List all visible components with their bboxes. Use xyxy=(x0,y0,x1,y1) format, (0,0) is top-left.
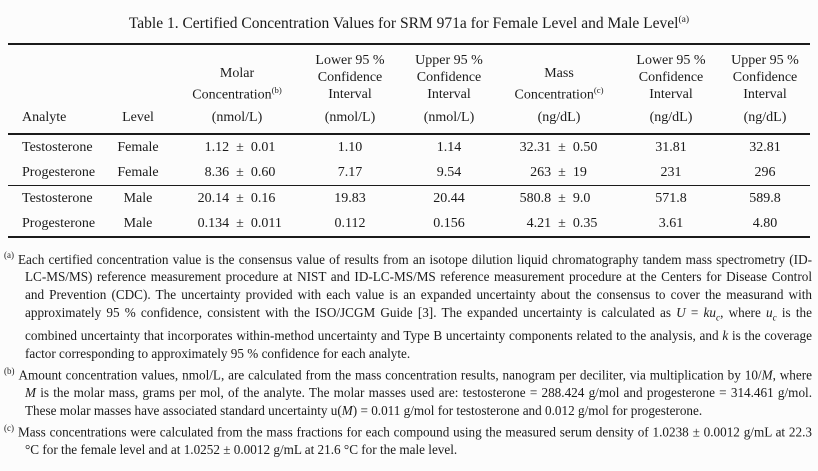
certified-values-table xyxy=(8,43,810,238)
col-header-upper-ci-nmol-label: Upper 95 % Confidence Interval xyxy=(415,53,483,103)
cell-lower-ci-nmol: 0.112 xyxy=(298,211,402,237)
table-title-footnote-marker: (a) xyxy=(678,14,690,25)
col-header-level xyxy=(100,44,176,134)
cell-lower-ci-nmol: 19.83 xyxy=(334,191,366,207)
cell-upper-ci-nmol: 1.14 xyxy=(436,140,462,156)
col-header-molar-label: Molar Concentration$^{(b)}$ xyxy=(192,65,282,103)
cell-level: Female xyxy=(100,160,176,186)
col-header-molar-concentration xyxy=(176,44,298,134)
cell-upper-ci-nmol: 20.44 xyxy=(433,191,465,207)
cell-mass-concentration: 32.31 ± 0.50 xyxy=(519,140,598,156)
cell-lower-ci-ng: 231 xyxy=(622,160,720,186)
footnote-b-marker: (b) xyxy=(4,365,15,376)
cell-analyte: Testosterone xyxy=(22,140,93,156)
col-header-upper-ci-nmol xyxy=(402,44,496,134)
col-header-lower-ci-ng-label: Lower 95 % Confidence Interval xyxy=(636,53,706,103)
table-row-testosterone-female xyxy=(8,134,810,160)
col-header-upper-ci-ng-unit: (ng/dL) xyxy=(743,110,787,126)
cell-upper-ci-ng: 296 xyxy=(720,160,810,186)
cell-molar-concentration: 8.36 ± 0.60 xyxy=(176,160,298,186)
cell-lower-ci-ng: 3.61 xyxy=(622,211,720,237)
col-header-lower-ci-nmol xyxy=(298,44,402,134)
col-header-lower-ci-ng-unit: (ng/dL) xyxy=(649,110,693,126)
cell-lower-ci-nmol: 7.17 xyxy=(298,160,402,186)
plus-minus-symbol: ± xyxy=(236,140,244,156)
footnote-c-ref: (c) xyxy=(593,84,604,95)
footnote-c xyxy=(4,420,812,459)
footnote-b-ref: (b) xyxy=(271,84,282,95)
plus-minus-symbol: ± xyxy=(558,140,566,156)
cell-analyte: Progesterone xyxy=(8,211,100,237)
table-body xyxy=(8,134,810,237)
cell-lower-ci-nmol: 1.10 xyxy=(337,140,363,156)
cell-molar-concentration: 1.12 ± 0.01 xyxy=(204,140,276,156)
footnote-b xyxy=(4,363,812,420)
footnote-a-text: Each certified concentration value is the consensus value of results from an isotope dilution liquid chromatography tandem mass spectrometry (ID-LC-MS/MS) reference measurement procedure at NIST and ID-LC-MS/MS reference measurement procedure at the Centers for Disease Control and Prevention (CDC). The uncertainty provided with each value is an expanded uncertainty about the consensus to cover the measurand with approximately 95 % confidence, consistent with the ISO/JCGM Guide [3]. The expanded uncertainty is calculated as $U = ku_c$, where $u_c$ is the combined uncertainty that incorporates within-method uncertainty and Type B uncertainty components related to the analysis, and k is the coverage factor corresponding to approximately 95 % confidence for each analyte. xyxy=(17,251,812,362)
cell-molar-concentration: 0.134 ± 0.011 xyxy=(176,211,298,237)
footnote-c-marker: (c) xyxy=(4,422,14,433)
table-row-progesterone-male xyxy=(8,211,810,237)
col-header-upper-ci-ng-label: Upper 95 % Confidence Interval xyxy=(731,53,799,103)
cell-lower-ci-ng: 571.8 xyxy=(655,191,687,207)
cell-upper-ci-nmol: 9.54 xyxy=(402,160,496,186)
footnotes-section xyxy=(4,247,812,459)
col-header-lower-ci-ng xyxy=(622,44,720,134)
table-title xyxy=(8,10,810,34)
table-row-testosterone-male xyxy=(8,186,810,212)
col-header-upper-ci-nmol-unit: (nmol/L) xyxy=(423,110,475,126)
cell-lower-ci-ng: 31.81 xyxy=(655,140,687,156)
cell-mass-concentration: 263 ± 19 xyxy=(496,160,622,186)
plus-minus-symbol: ± xyxy=(236,191,244,207)
table-title-text: Table 1. Certified Concentration Values for SRM 971a for Female Level and Male Level xyxy=(128,15,679,33)
col-header-lower-ci-nmol-label: Lower 95 % Confidence Interval xyxy=(315,53,385,103)
cell-upper-ci-ng: 4.80 xyxy=(720,211,810,237)
cell-upper-ci-ng: 32.81 xyxy=(749,140,781,156)
col-header-molar-unit: (nmol/L) xyxy=(211,110,263,126)
header-row xyxy=(8,44,810,134)
col-header-lower-ci-nmol-unit: (nmol/L) xyxy=(324,110,376,126)
cell-mass-concentration: 4.21 ± 0.35 xyxy=(496,211,622,237)
footnote-c-text: Mass concentrations were calculated from the mass fractions for each compound using the measured serum density of 1.0238 ± 0.0012 g/mL at 22.3 °C for the female level and at 1.0252 ± 0.0012 g/mL at 21.6 °C for the male level. xyxy=(17,424,812,457)
footnote-a-marker: (a) xyxy=(4,250,14,261)
plus-minus-symbol: ± xyxy=(558,191,566,207)
col-header-upper-ci-ng xyxy=(720,44,810,134)
cell-level: Male xyxy=(100,211,176,237)
cell-mass-concentration: 580.8 ± 9.0 xyxy=(519,191,591,207)
cell-upper-ci-ng: 589.8 xyxy=(749,191,781,207)
footnote-a xyxy=(4,247,812,363)
cell-upper-ci-nmol: 0.156 xyxy=(402,211,496,237)
cell-analyte: Progesterone xyxy=(8,160,100,186)
col-header-level-label: Level xyxy=(122,110,154,126)
col-header-analyte xyxy=(8,44,100,134)
cell-level: Male xyxy=(123,191,153,207)
plus-minus-symbol: ± xyxy=(558,165,566,181)
footnote-b-text: Amount concentration values, nmol/L, are calculated from the mass concentration results, nanogram per deciliter, via multiplication by 10/M, where M is the molar mass, grams per mol, of the analyte. The molar masses used are: testosterone = 288.424 g/mol and progesterone = 314.461 g/mol. These molar masses have associated standard uncertainty u(M) = 0.011 g/mol for testosterone and 0.012 g/mol for progesterone. xyxy=(18,367,812,418)
col-header-mass-label: Mass Concentration$^{(c)}$ xyxy=(514,65,604,103)
cell-level: Female xyxy=(117,140,159,156)
table-header xyxy=(8,44,810,134)
plus-minus-symbol: ± xyxy=(558,216,566,232)
plus-minus-symbol: ± xyxy=(236,216,244,232)
plus-minus-symbol: ± xyxy=(236,165,244,181)
col-header-mass-unit: (ng/dL) xyxy=(537,110,581,126)
table-row-progesterone-female xyxy=(8,160,810,186)
col-header-mass-concentration xyxy=(496,44,622,134)
cell-molar-concentration: 20.14 ± 0.16 xyxy=(197,191,276,207)
col-header-analyte-label: Analyte xyxy=(22,110,67,126)
cell-analyte: Testosterone xyxy=(22,191,93,207)
